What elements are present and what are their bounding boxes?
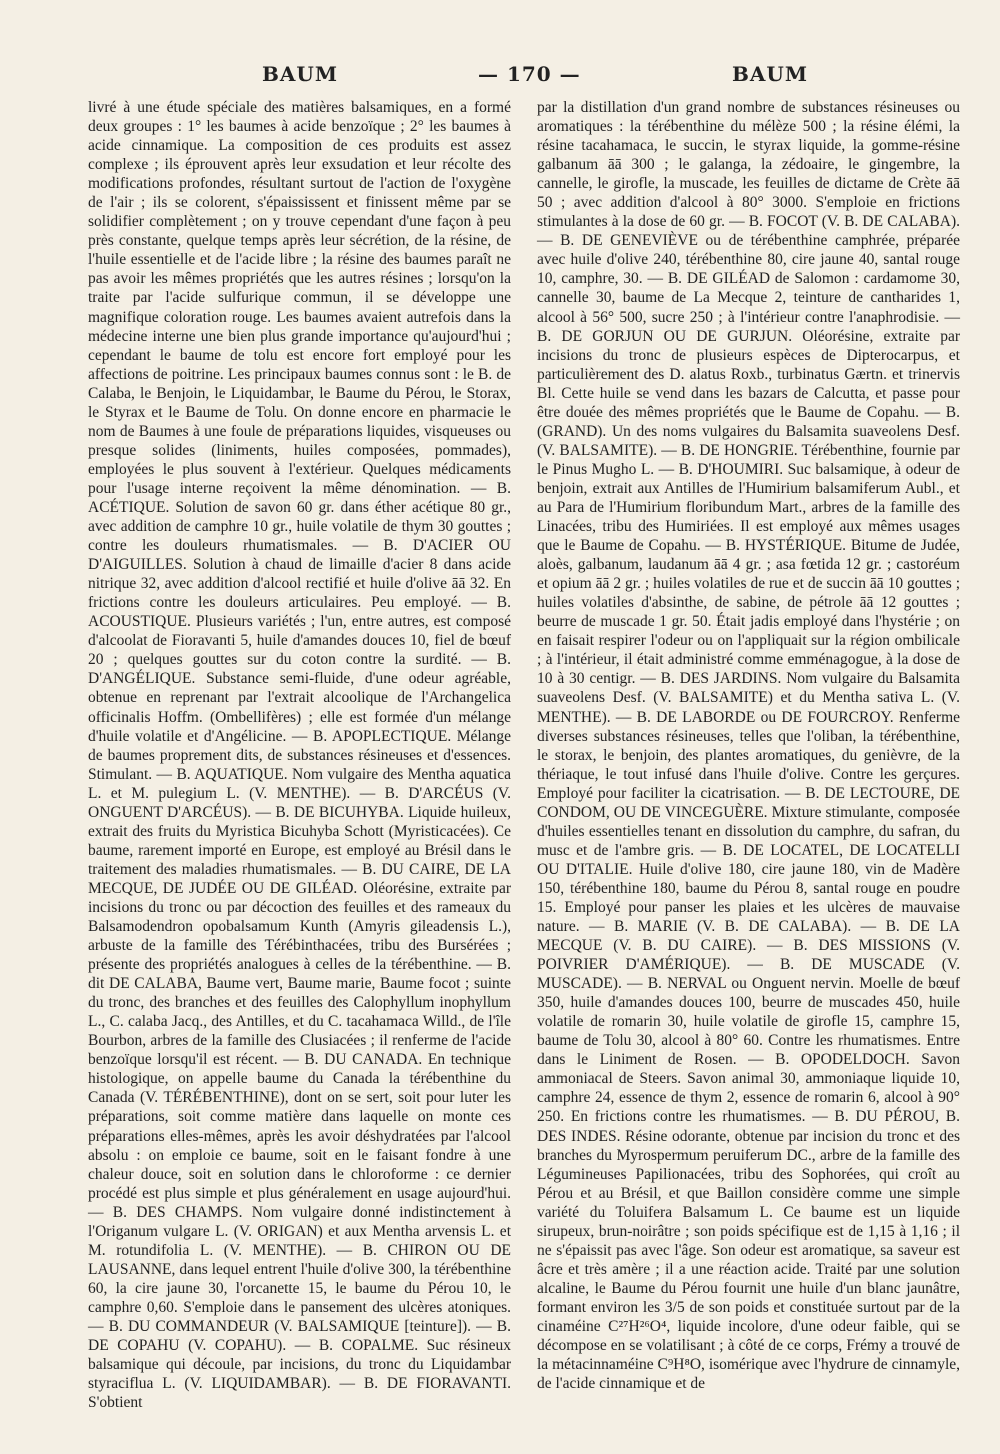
running-head-left: BAUM (262, 62, 339, 86)
right-column (537, 98, 960, 1393)
right-column-text: par la distillation d'un grand nombre de substances résineuses ou aromatiques : la térébenthine du mélèze 500 ; la résine élémi, la résine tacahamaca, le succin, le styrax liquide, la gomme-résine galbanum āā 300 ; le galanga, la zédoaire, le gingembre, la cannelle, le girofle, la muscade, les feuilles de dictame de Crète āā 50 ; avec addition d'alcool à 80° 3000. S'emploie en frictions stimulantes à la dose de 60 gr. — B. FOCOT (V. B. DE CALABA). — B. DE GENEVIÈVE ou de térébenthine camphrée, préparée avec huile d'olive 240, térébenthine 80, cire jaune 40, santal rouge 10, camphre, 30. — B. DE GILÉAD de Salomon : cardamome 30, cannelle 30, baume de La Mecque 2, teinture de cantharides 1, alcool à 56° 500, sucre 250 ; à l'intérieur contre l'anaphrodisie. — B. DE GORJUN OU DE GURJUN. Oléorésine, extraite par incisions du tronc de plusieurs espèces de Dipterocarpus, et particulièrement des D. alatus Roxb., turbinatus Gærtn. et trinervis Bl. Cette huile se vend dans les bazars de Calcutta, et passe pour être douée des mêmes propriétés que le Baume de Copahu. — B. (GRAND). Un des noms vulgaires du Balsamita suaveolens Desf. (V. BALSAMITE). — B. DE HONGRIE. Térébenthine, fournie par le Pinus Mugho L. — B. D'HOUMIRI. Suc balsamique, à odeur de benjoin, extrait aux Antilles de l'Humirium balsamiferum Aubl., et au Para de l'Humirium floribundum Mart., arbres de la famille des Linacées, tribu des Humiriées. Il est employé aux mêmes usages que le Baume de Copahu. — B. HYSTÉRIQUE. Bitume de Judée, aloès, galbanum, laudanum āā 4 gr. ; asa fœtida 12 gr. ; castoréum et opium āā 2 gr. ; huiles volatiles de rue et de succin āā 10 gouttes ; huiles volatiles d'absinthe, de sabine, de pétrole āā 12 gouttes ; beurre de muscade 1 gr. 50. Était jadis employé dans l'hystérie ; on en faisait respirer l'odeur ou on l'appliquait sur la région ombilicale ; à l'intérieur, il était administré comme emménagogue, à la dose de 10 à 30 centigr. — B. DES JARDINS. Nom vulgaire du Balsamita suaveolens Desf. (V. BALSAMITE) et du Mentha sativa L. (V. MENTHE). — B. DE LABORDE ou DE FOURCROY. Renferme diverses substances résineuses, telles que l'oliban, la térébenthine, le storax, le benjoin, des plantes aromatiques, du genièvre, de la thériaque, le tout infusé dans l'huile d'olive. Contre les gerçures. Employé pour faciliter la cicatrisation. — B. DE LECTOURE, DE CONDOM, OU DE VINCEGUÈRE. Mixture stimulante, composée d'huiles essentielles tenant en dissolution du camphre, du safran, du musc et de l'ambre gris. — B. DE LOCATEL, DE LOCATELLI OU D'ITALIE. Huile d'olive 180, cire jaune 180, vin de Madère 150, térébenthine 180, baume du Pérou 8, santal rouge en poudre 15. Employé pour panser les plaies et les ulcères de mauvaise nature. — B. MARIE (V. B. DE CALABA). — B. DE LA MECQUE (V. B. DU CAIRE). — B. DES MISSIONS (V. POIVRIER D'AMÉRIQUE). — B. DE MUSCADE (V. MUSCADE). — B. NERVAL ou Onguent nervin. Moelle de bœuf 350, huile d'amandes douces 100, beurre de muscades 450, huile volatile de romarin 30, huile volatile de girofle 15, camphre 15, baume de Tolu 30, alcool à 80° 60. Contre les rhumatismes. Entre dans le Liniment de Rosen. — B. OPODELDOCH. Savon ammoniacal de Steers. Savon animal 30, ammoniaque liquide 10, camphre 24, essence de thym 2, essence de romarin 6, alcool à 90° 250. En frictions contre les rhumatismes. — B. DU PÉROU, B. DES INDES. Résine odorante, obtenue par incision du tronc et des branches du Myrospermum peruiferum DC., arbre de la famille des Légumineuses Papilionacées, tribu des Sophorées, qui croît au Pérou et au Brésil, et que Baillon considère comme une simple variété du Toluifera Balsamum L. Ce baume est un liquide sirupeux, brun-noirâtre ; son poids spécifique est de 1,15 à 1,16 ; il ne s'épaissit pas avec l'âge. Son odeur est aromatique, sa saveur est âcre et très amère ; il a une réaction acide. Traité par une solution alcaline, le Baume du Pérou fournit une huile d'un blanc jaunâtre, formant environ les 3/5 de son poids et constituée surtout par de la cinaméine C²⁷H²⁶O⁴, liquide incolore, d'une odeur faible, qui se décompose en se volatilisant ; à côté de ce corps, Frémy a trouvé de la métacinnaméine C⁹H⁸O, isomérique avec l'hydrure de cinnamyle, de l'acide cinnamique et de (537, 99, 960, 1393)
running-head-right: BAUM (732, 62, 809, 86)
left-column-text: livré à une étude spéciale des matières balsamiques, en a formé deux groupes : 1° les baumes à acide benzoïque ; 2° les baumes à acide cinnamique. La composition de ces produits est assez complexe ; ils éprouvent après leur exsudation et leur récolte des modifications profondes, résultant surtout de l'action de l'oxygène de l'air ; ils se colorent, s'épaississent et finissent même par se solidifier complètement ; on y trouve cependant d'une façon à peu près constante, quelque temps après leur sécrétion, de la résine, de l'huile essentielle et de l'acide libre ; la résine des baumes paraît ne pas avoir les mêmes propriétés que les autres résines ; lorsqu'on la traite par l'acide sulfurique commun, il se développe une magnifique coloration rouge. Les baumes avaient autrefois dans la médecine interne une bien plus grande importance qu'aujourd'hui ; cependant le baume de tolu est encore fort employé pour les affections de poitrine. Les principaux baumes connus sont : le B. de Calaba, le Benjoin, le Liquidambar, le Baume du Pérou, le Storax, le Styrax et le Baume de Tolu. On donne encore en pharmacie le nom de Baumes à une foule de préparations liquides, visqueuses ou presque solides (liniments, huiles composées, pommades), employées le plus souvent à l'extérieur. Quelques médicaments pour l'usage interne reçoivent la même dénomination. — B. ACÉTIQUE. Solution de savon 60 gr. dans éther acétique 80 gr., avec addition de camphre 10 gr., huile volatile de thym 30 gouttes ; contre les douleurs rhumatismales. — B. D'ACIER OU D'AIGUILLES. Solution à chaud de limaille d'acier 8 dans acide nitrique 32, avec addition d'alcool rectifié et huile d'olive āā 32. En frictions contre les douleurs articulaires. Peu employé. — B. ACOUSTIQUE. Plusieurs variétés ; l'un, entre autres, est composé d'alcoolat de Fioravanti 5, huile d'amandes douces 10, fiel de bœuf 20 ; quelques gouttes sur du coton contre la surdité. — B. D'ANGÉLIQUE. Substance semi-fluide, d'une odeur agréable, obtenue en reprenant par l'extrait alcoolique de l'Archangelica officinalis Hoffm. (Ombellifères) ; elle est formée d'un mélange d'huile volatile et d'Angélicine. — B. APOPLECTIQUE. Mélange de baumes proprement dits, de substances résineuses et d'essences. Stimulant. — B. AQUATIQUE. Nom vulgaire des Mentha aquatica L. et M. pulegium L. (V. MENTHE). — B. D'ARCÉUS (V. ONGUENT D'ARCÉUS). — B. DE BICUHYBA. Liquide huileux, extrait des fruits du Myristica Bicuhyba Schott (Myristicacées). Ce baume, rarement importé en Europe, est employé au Brésil dans le traitement des maladies rhumatismales. — B. DU CAIRE, DE LA MECQUE, DE JUDÉE OU DE GILÉAD. Oléorésine, extraite par incisions du tronc ou par décoction des feuilles et des rameaux du Balsamodendron opobalsamum Kunth (Amyris gileadensis L.), arbuste de la famille des Térébinthacées, tribu des Bursérées ; présente des propriétés analogues à celles de la térébenthine. — B. dit DE CALABA, Baume vert, Baume marie, Baume focot ; suinte du tronc, des branches et des feuilles des Calophyllum inophyllum L., C. calaba Jacq., des Antilles, et du C. tacahamaca Willd., de l'île Bourbon, arbres de la famille des Clusiacées ; il renferme de l'acide benzoïque lorsqu'il est récent. — B. DU CANADA. En technique histologique, on appelle baume du Canada la térébenthine du Canada (V. TÉRÉBENTHINE), dont on se sert, soit pour luter les préparations, soit comme matière dans laquelle on monte ces préparations elles-mêmes, après les avoir déshydratées par l'alcool absolu : on emploie ce baume, soit en le faisant fondre à une chaleur douce, soit en solution dans le chloroforme : ce dernier procédé est plus simple et plus généralement en usage aujourd'hui. — B. DES CHAMPS. Nom vulgaire donné indistinctement à l'Origanum vulgare L. (V. ORIGAN) et aux Mentha arvensis L. et M. rotundifolia L. (V. MENTHE). — B. CHIRON OU DE LAUSANNE, dans lequel entrent l'huile d'olive 300, la térébenthine 60, la cire jaune 30, l'orcanette 15, le baume du Pérou 10, le camphre 0,60. S'emploie dans le pansement des ulcères atoniques. — B. DU COMMANDEUR (V. BALSAMIQUE [teinture]). — B. DE COPAHU (V. COPAHU). — B. COPALME. Suc résineux balsamique qui découle, par incisions, du tronc du Liquidambar styraciflua L. (V. LIQUIDAMBAR). — B. DE FIORAVANTI. S'obtient (88, 99, 511, 1412)
page-number: — 170 — (478, 62, 581, 86)
left-column (88, 98, 511, 1412)
